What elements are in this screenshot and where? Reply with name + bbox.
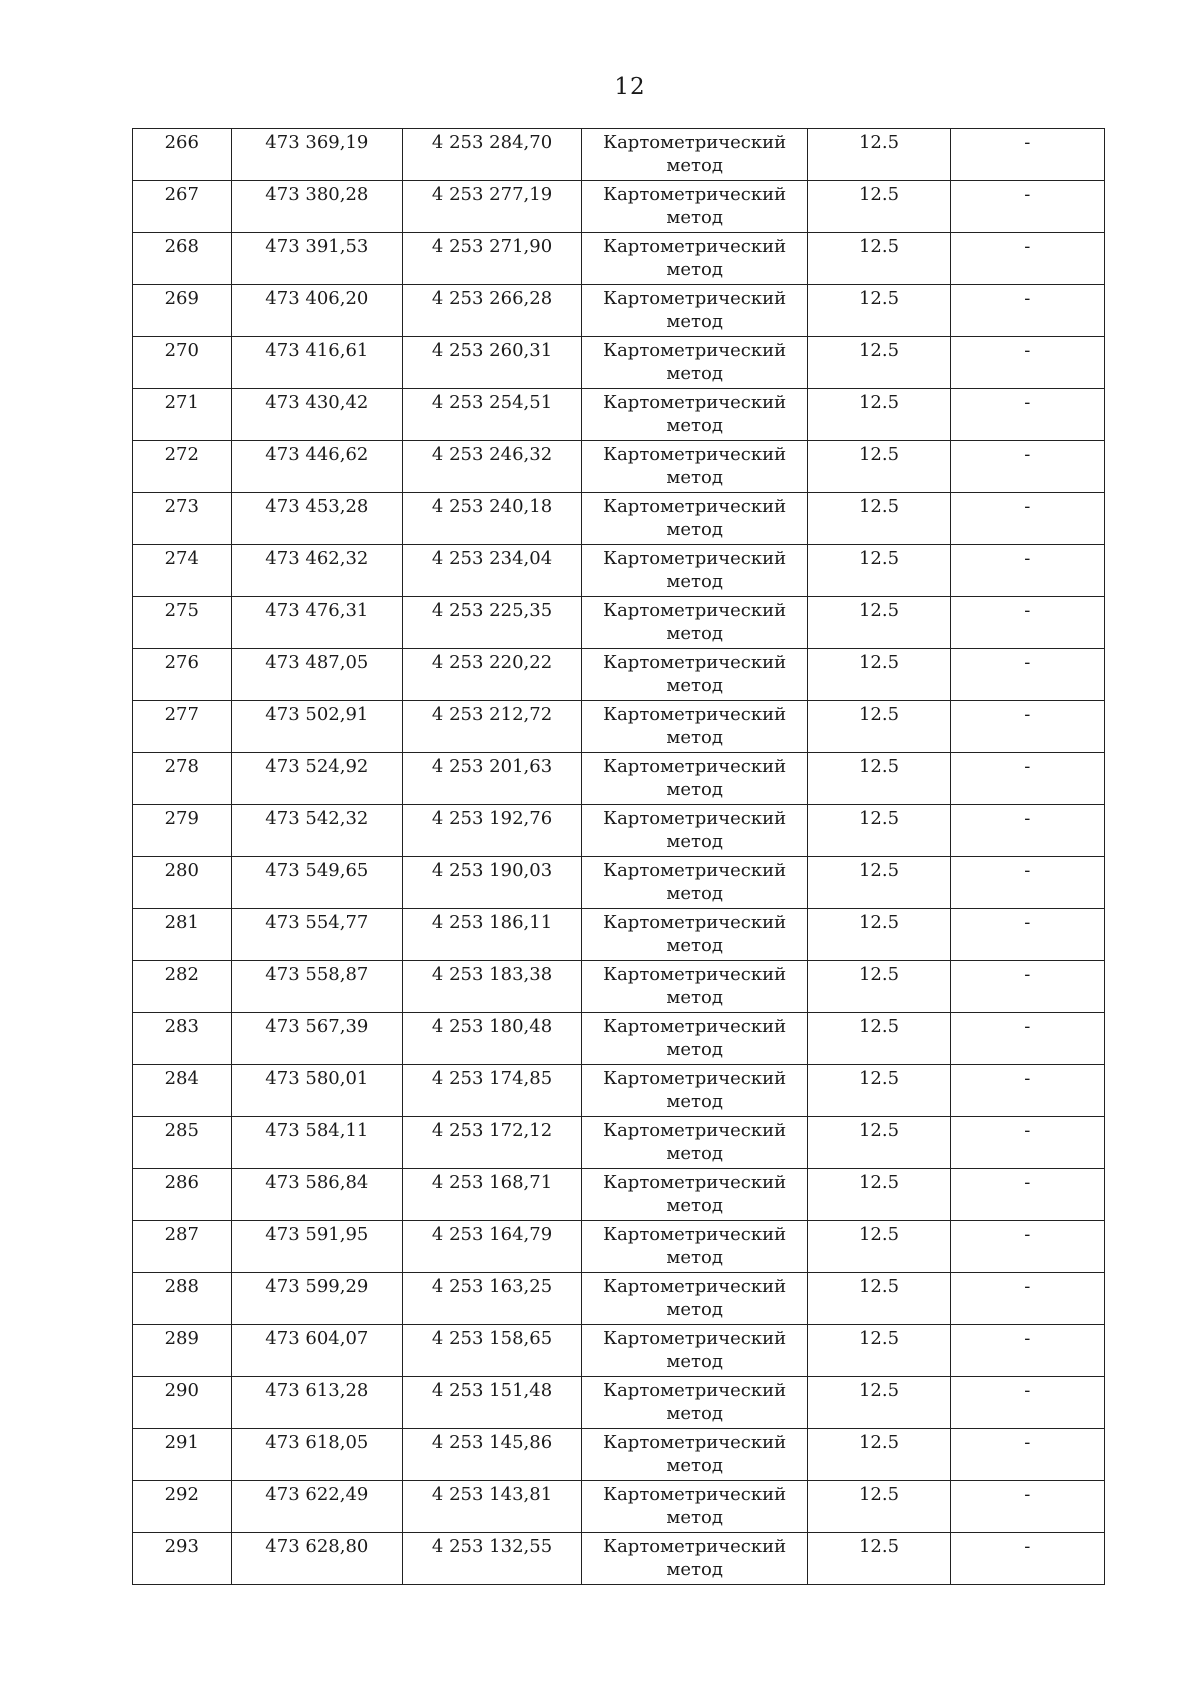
cell-point-number: 282 — [133, 961, 232, 1013]
cell-method: Картометрический метод — [581, 285, 807, 337]
cell-point-number: 279 — [133, 805, 232, 857]
cell-point-number: 293 — [133, 1533, 232, 1585]
table-row — [133, 493, 1105, 545]
cell-method: Картометрический метод — [581, 545, 807, 597]
table-row — [133, 441, 1105, 493]
cell-description: - — [950, 1221, 1104, 1273]
cell-point-number: 277 — [133, 701, 232, 753]
table-row — [133, 1013, 1105, 1065]
table-row — [133, 1221, 1105, 1273]
cell-accuracy: 12.5 — [808, 857, 950, 909]
cell-description: - — [950, 389, 1104, 441]
table-row — [133, 961, 1105, 1013]
cell-description: - — [950, 1377, 1104, 1429]
page-number: 12 — [614, 74, 646, 100]
cell-point-number: 266 — [133, 129, 232, 181]
cell-accuracy: 12.5 — [808, 597, 950, 649]
cell-method: Картометрический метод — [581, 805, 807, 857]
cell-y-coordinate: 4 253 225,35 — [403, 597, 582, 649]
table-row — [133, 181, 1105, 233]
cell-description: - — [950, 441, 1104, 493]
table-row — [133, 545, 1105, 597]
cell-accuracy: 12.5 — [808, 909, 950, 961]
cell-method: Картометрический метод — [581, 1273, 807, 1325]
cell-x-coordinate: 473 584,11 — [231, 1117, 403, 1169]
cell-accuracy: 12.5 — [808, 1117, 950, 1169]
cell-y-coordinate: 4 253 132,55 — [403, 1533, 582, 1585]
cell-x-coordinate: 473 487,05 — [231, 649, 403, 701]
cell-point-number: 267 — [133, 181, 232, 233]
cell-description: - — [950, 337, 1104, 389]
cell-point-number: 280 — [133, 857, 232, 909]
cell-description: - — [950, 181, 1104, 233]
cell-accuracy: 12.5 — [808, 1013, 950, 1065]
cell-point-number: 289 — [133, 1325, 232, 1377]
cell-y-coordinate: 4 253 174,85 — [403, 1065, 582, 1117]
cell-point-number: 287 — [133, 1221, 232, 1273]
cell-x-coordinate: 473 591,95 — [231, 1221, 403, 1273]
cell-method: Картометрический метод — [581, 597, 807, 649]
table-row — [133, 1169, 1105, 1221]
cell-accuracy: 12.5 — [808, 1481, 950, 1533]
cell-method: Картометрический метод — [581, 1013, 807, 1065]
cell-x-coordinate: 473 622,49 — [231, 1481, 403, 1533]
cell-description: - — [950, 857, 1104, 909]
cell-description: - — [950, 961, 1104, 1013]
cell-x-coordinate: 473 599,29 — [231, 1273, 403, 1325]
cell-y-coordinate: 4 253 201,63 — [403, 753, 582, 805]
cell-accuracy: 12.5 — [808, 389, 950, 441]
cell-point-number: 281 — [133, 909, 232, 961]
cell-description: - — [950, 1273, 1104, 1325]
cell-y-coordinate: 4 253 254,51 — [403, 389, 582, 441]
cell-x-coordinate: 473 446,62 — [231, 441, 403, 493]
cell-method: Картометрический метод — [581, 337, 807, 389]
cell-description: - — [950, 649, 1104, 701]
cell-method: Картометрический метод — [581, 961, 807, 1013]
cell-accuracy: 12.5 — [808, 1065, 950, 1117]
cell-accuracy: 12.5 — [808, 181, 950, 233]
cell-accuracy: 12.5 — [808, 493, 950, 545]
cell-point-number: 286 — [133, 1169, 232, 1221]
cell-y-coordinate: 4 253 151,48 — [403, 1377, 582, 1429]
cell-y-coordinate: 4 253 212,72 — [403, 701, 582, 753]
cell-description: - — [950, 701, 1104, 753]
cell-description: - — [950, 753, 1104, 805]
cell-point-number: 268 — [133, 233, 232, 285]
cell-description: - — [950, 909, 1104, 961]
cell-y-coordinate: 4 253 158,65 — [403, 1325, 582, 1377]
cell-point-number: 284 — [133, 1065, 232, 1117]
cell-method: Картометрический метод — [581, 1117, 807, 1169]
cell-point-number: 292 — [133, 1481, 232, 1533]
coordinates-table-body — [133, 129, 1105, 1585]
cell-method: Картометрический метод — [581, 389, 807, 441]
cell-accuracy: 12.5 — [808, 285, 950, 337]
table-row — [133, 337, 1105, 389]
table-row — [133, 233, 1105, 285]
cell-accuracy: 12.5 — [808, 545, 950, 597]
cell-point-number: 288 — [133, 1273, 232, 1325]
cell-y-coordinate: 4 253 186,11 — [403, 909, 582, 961]
cell-method: Картометрический метод — [581, 181, 807, 233]
cell-point-number: 273 — [133, 493, 232, 545]
cell-point-number: 278 — [133, 753, 232, 805]
cell-y-coordinate: 4 253 145,86 — [403, 1429, 582, 1481]
cell-x-coordinate: 473 586,84 — [231, 1169, 403, 1221]
cell-description: - — [950, 1429, 1104, 1481]
cell-x-coordinate: 473 549,65 — [231, 857, 403, 909]
table-row — [133, 285, 1105, 337]
cell-x-coordinate: 473 391,53 — [231, 233, 403, 285]
cell-method: Картометрический метод — [581, 909, 807, 961]
table-row — [133, 701, 1105, 753]
cell-accuracy: 12.5 — [808, 129, 950, 181]
table-row — [133, 1117, 1105, 1169]
cell-x-coordinate: 473 430,42 — [231, 389, 403, 441]
cell-method: Картометрический метод — [581, 233, 807, 285]
cell-y-coordinate: 4 253 266,28 — [403, 285, 582, 337]
table-row — [133, 1429, 1105, 1481]
cell-accuracy: 12.5 — [808, 1377, 950, 1429]
cell-x-coordinate: 473 462,32 — [231, 545, 403, 597]
cell-x-coordinate: 473 380,28 — [231, 181, 403, 233]
cell-description: - — [950, 1169, 1104, 1221]
cell-method: Картометрический метод — [581, 753, 807, 805]
cell-accuracy: 12.5 — [808, 1325, 950, 1377]
cell-description: - — [950, 597, 1104, 649]
cell-x-coordinate: 473 453,28 — [231, 493, 403, 545]
cell-y-coordinate: 4 253 163,25 — [403, 1273, 582, 1325]
cell-accuracy: 12.5 — [808, 337, 950, 389]
cell-x-coordinate: 473 558,87 — [231, 961, 403, 1013]
cell-x-coordinate: 473 502,91 — [231, 701, 403, 753]
cell-method: Картометрический метод — [581, 1533, 807, 1585]
cell-accuracy: 12.5 — [808, 233, 950, 285]
cell-method: Картометрический метод — [581, 493, 807, 545]
cell-x-coordinate: 473 554,77 — [231, 909, 403, 961]
cell-method: Картометрический метод — [581, 701, 807, 753]
cell-point-number: 275 — [133, 597, 232, 649]
cell-accuracy: 12.5 — [808, 1221, 950, 1273]
cell-method: Картометрический метод — [581, 1377, 807, 1429]
table-row — [133, 857, 1105, 909]
table-row — [133, 1377, 1105, 1429]
cell-point-number: 269 — [133, 285, 232, 337]
cell-accuracy: 12.5 — [808, 753, 950, 805]
cell-accuracy: 12.5 — [808, 441, 950, 493]
cell-y-coordinate: 4 253 246,32 — [403, 441, 582, 493]
cell-description: - — [950, 1481, 1104, 1533]
cell-description: - — [950, 805, 1104, 857]
cell-y-coordinate: 4 253 164,79 — [403, 1221, 582, 1273]
cell-y-coordinate: 4 253 220,22 — [403, 649, 582, 701]
cell-y-coordinate: 4 253 168,71 — [403, 1169, 582, 1221]
cell-method: Картометрический метод — [581, 129, 807, 181]
cell-x-coordinate: 473 604,07 — [231, 1325, 403, 1377]
cell-x-coordinate: 473 369,19 — [231, 129, 403, 181]
cell-y-coordinate: 4 253 190,03 — [403, 857, 582, 909]
cell-point-number: 283 — [133, 1013, 232, 1065]
cell-y-coordinate: 4 253 172,12 — [403, 1117, 582, 1169]
cell-point-number: 274 — [133, 545, 232, 597]
cell-accuracy: 12.5 — [808, 805, 950, 857]
cell-x-coordinate: 473 613,28 — [231, 1377, 403, 1429]
cell-y-coordinate: 4 253 183,38 — [403, 961, 582, 1013]
cell-point-number: 285 — [133, 1117, 232, 1169]
coordinates-table — [132, 128, 1105, 1585]
cell-x-coordinate: 473 618,05 — [231, 1429, 403, 1481]
table-row — [133, 649, 1105, 701]
cell-x-coordinate: 473 567,39 — [231, 1013, 403, 1065]
cell-method: Картометрический метод — [581, 1169, 807, 1221]
table-row — [133, 389, 1105, 441]
cell-description: - — [950, 493, 1104, 545]
cell-description: - — [950, 1533, 1104, 1585]
cell-x-coordinate: 473 542,32 — [231, 805, 403, 857]
cell-accuracy: 12.5 — [808, 1169, 950, 1221]
cell-y-coordinate: 4 253 271,90 — [403, 233, 582, 285]
cell-y-coordinate: 4 253 234,04 — [403, 545, 582, 597]
cell-y-coordinate: 4 253 192,76 — [403, 805, 582, 857]
cell-description: - — [950, 1325, 1104, 1377]
cell-accuracy: 12.5 — [808, 1533, 950, 1585]
cell-accuracy: 12.5 — [808, 701, 950, 753]
cell-method: Картометрический метод — [581, 1429, 807, 1481]
cell-x-coordinate: 473 628,80 — [231, 1533, 403, 1585]
cell-y-coordinate: 4 253 240,18 — [403, 493, 582, 545]
cell-accuracy: 12.5 — [808, 1429, 950, 1481]
cell-y-coordinate: 4 253 143,81 — [403, 1481, 582, 1533]
cell-x-coordinate: 473 476,31 — [231, 597, 403, 649]
cell-point-number: 276 — [133, 649, 232, 701]
table-row — [133, 1273, 1105, 1325]
table-row — [133, 1325, 1105, 1377]
cell-x-coordinate: 473 524,92 — [231, 753, 403, 805]
cell-description: - — [950, 1065, 1104, 1117]
cell-point-number: 291 — [133, 1429, 232, 1481]
cell-method: Картометрический метод — [581, 1481, 807, 1533]
cell-method: Картометрический метод — [581, 441, 807, 493]
cell-x-coordinate: 473 416,61 — [231, 337, 403, 389]
cell-method: Картометрический метод — [581, 1221, 807, 1273]
cell-method: Картометрический метод — [581, 649, 807, 701]
cell-description: - — [950, 129, 1104, 181]
table-row — [133, 1533, 1105, 1585]
cell-method: Картометрический метод — [581, 1065, 807, 1117]
cell-method: Картометрический метод — [581, 857, 807, 909]
cell-description: - — [950, 1117, 1104, 1169]
table-row — [133, 1481, 1105, 1533]
cell-point-number: 270 — [133, 337, 232, 389]
cell-description: - — [950, 1013, 1104, 1065]
cell-accuracy: 12.5 — [808, 649, 950, 701]
cell-point-number: 272 — [133, 441, 232, 493]
table-row — [133, 129, 1105, 181]
cell-y-coordinate: 4 253 277,19 — [403, 181, 582, 233]
table-row — [133, 805, 1105, 857]
cell-x-coordinate: 473 406,20 — [231, 285, 403, 337]
cell-description: - — [950, 545, 1104, 597]
cell-method: Картометрический метод — [581, 1325, 807, 1377]
table-row — [133, 597, 1105, 649]
cell-description: - — [950, 285, 1104, 337]
cell-y-coordinate: 4 253 260,31 — [403, 337, 582, 389]
table-row — [133, 1065, 1105, 1117]
cell-y-coordinate: 4 253 180,48 — [403, 1013, 582, 1065]
cell-description: - — [950, 233, 1104, 285]
cell-y-coordinate: 4 253 284,70 — [403, 129, 582, 181]
table-row — [133, 909, 1105, 961]
table-row — [133, 753, 1105, 805]
cell-accuracy: 12.5 — [808, 961, 950, 1013]
cell-point-number: 290 — [133, 1377, 232, 1429]
cell-point-number: 271 — [133, 389, 232, 441]
cell-accuracy: 12.5 — [808, 1273, 950, 1325]
cell-x-coordinate: 473 580,01 — [231, 1065, 403, 1117]
